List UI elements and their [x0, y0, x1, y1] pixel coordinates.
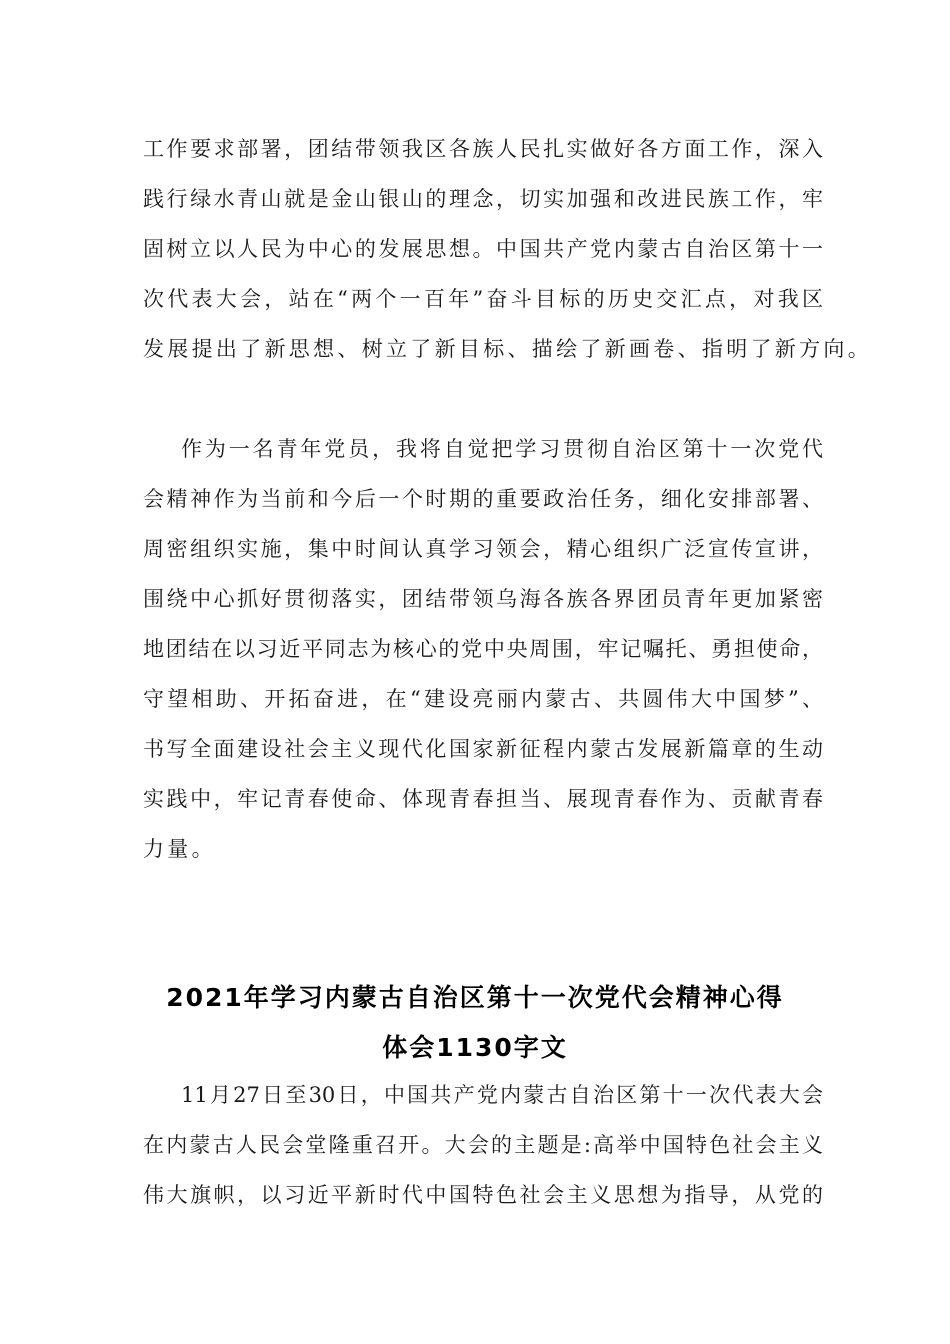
text-line: 作为一名青年党员，我将自觉把学习贯彻自治区第十一次党代	[181, 437, 823, 461]
body-paragraph-1	[143, 124, 872, 374]
text-line: 会精神作为当前和今后一个时期的重要政治任务，细化安排部署、	[143, 487, 823, 511]
text-line: 守望相助、开拓奋进，在“建设亮丽内蒙古、共圆伟大中国梦”、	[143, 687, 823, 711]
text-line: 践行绿水青山就是金山银山的理念，切实加强和改进民族工作，牢	[143, 187, 823, 211]
body-paragraph-3	[143, 1070, 823, 1220]
text-line: 发展提出了新思想、树立了新目标、描绘了新画卷、指明了新方向。	[143, 337, 872, 361]
text-line: 书写全面建设社会主义现代化国家新征程内蒙古发展新篇章的生动	[143, 737, 823, 761]
text-line: 固树立以人民为中心的发展思想。中国共产党内蒙古自治区第十一	[143, 237, 823, 261]
text-line: 伟大旗帜，以习近平新时代中国特色社会主义思想为指导，从党的	[143, 1183, 823, 1207]
text-line: 力量。	[143, 837, 216, 861]
body-paragraph-2	[143, 424, 823, 874]
text-line: 周密组织实施，集中时间认真学习领会，精心组织广泛宣传宣讲，	[143, 537, 823, 561]
article-title-line-1: 2021年学习内蒙古自治区第十一次党代会精神心得	[166, 983, 784, 1012]
text-line: 工作要求部署，团结带领我区各族人民扎实做好各方面工作，深入	[143, 137, 823, 161]
text-line: 围绕中心抓好贯彻落实，团结带领乌海各族各界团员青年更加紧密	[143, 587, 823, 611]
text-line: 实践中，牢记青春使命、体现青春担当、展现青春作为、贡献青春	[143, 787, 823, 811]
text-line: 在内蒙古人民会堂隆重召开。大会的主题是:高举中国特色社会主义	[143, 1133, 823, 1157]
text-line: 地团结在以习近平同志为核心的党中央周围，牢记嘱托、勇担使命，	[143, 637, 823, 661]
article-title-line-2: 体会1130字文	[382, 1033, 568, 1062]
text-line: 11月27日至30日，中国共产党内蒙古自治区第十一次代表大会	[181, 1083, 823, 1107]
text-line: 次代表大会，站在“两个一百年”奋斗目标的历史交汇点，对我区	[143, 287, 823, 311]
